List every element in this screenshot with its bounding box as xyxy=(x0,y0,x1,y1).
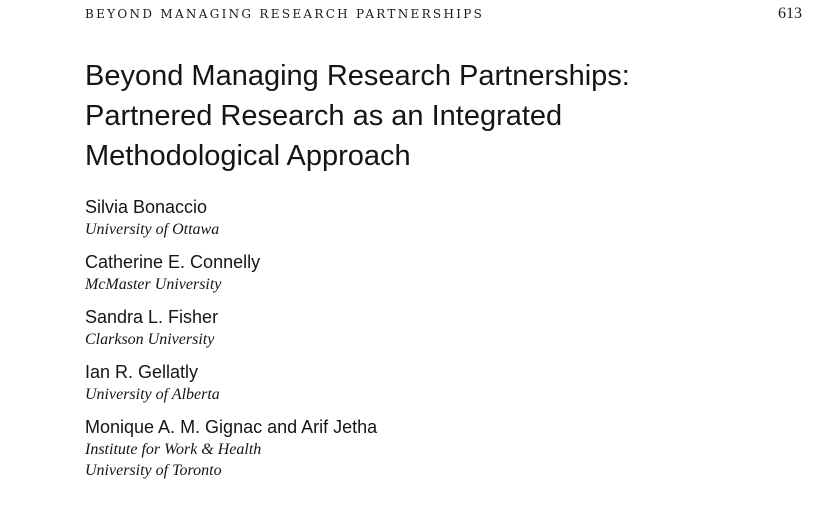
article-title xyxy=(85,56,785,176)
author-affiliation: University of Ottawa xyxy=(85,221,220,238)
author-name: Monique A. M. Gignac and Arif Jetha xyxy=(85,417,378,437)
author-affiliation: University of Toronto xyxy=(85,462,222,479)
running-head: BEYOND MANAGING RESEARCH PARTNERSHIPS xyxy=(85,7,485,21)
title-line-1: Beyond Managing Research Partnerships: xyxy=(85,60,630,92)
author-block xyxy=(85,195,785,240)
author-name: Silvia Bonaccio xyxy=(85,197,208,217)
author-affiliation: Clarkson University xyxy=(85,331,215,348)
author-block xyxy=(85,360,785,405)
author-block xyxy=(85,250,785,295)
author-name: Ian R. Gellatly xyxy=(85,362,199,382)
author-name: Catherine E. Connelly xyxy=(85,252,261,272)
author-block xyxy=(85,305,785,350)
author-affiliation: McMaster University xyxy=(85,276,222,293)
author-affiliation: University of Alberta xyxy=(85,386,220,403)
author-block xyxy=(85,415,785,481)
author-affiliation: Institute for Work & Health xyxy=(85,441,262,458)
author-name: Sandra L. Fisher xyxy=(85,307,219,327)
author-list xyxy=(85,195,785,491)
page-number: 613 xyxy=(778,5,802,22)
title-line-3: Methodological Approach xyxy=(85,140,411,172)
title-line-2: Partnered Research as an Integrated xyxy=(85,100,563,132)
